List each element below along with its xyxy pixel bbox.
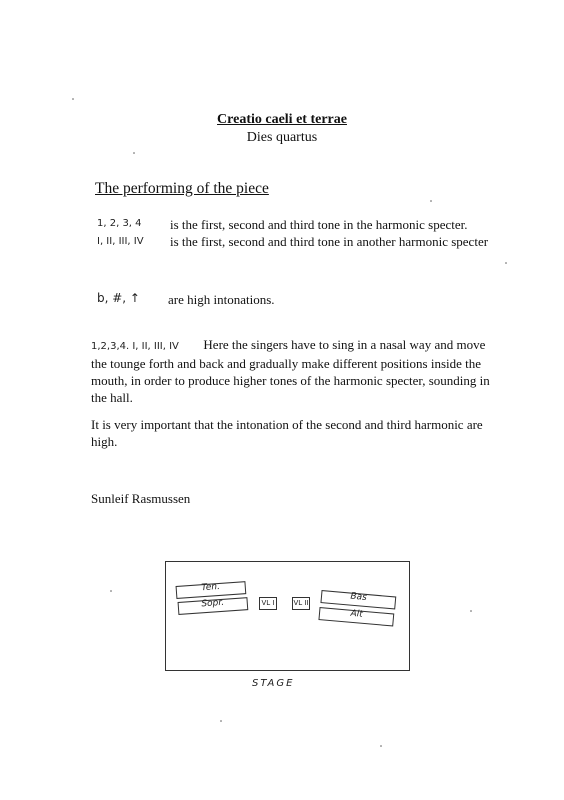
stage-diagram [165, 561, 410, 671]
scan-speck [72, 98, 74, 100]
tenor-label: Ten. [201, 581, 221, 594]
nasal-text: Here the singers have to sing in a nasal way and move the tounge forth and back and gradually make different positions inside the mouth, in order to produce higher tones of the harmonic specter, sounding in the hall. [91, 337, 490, 405]
note-paragraph: It is very important that the intonation of the second and third harmonic are high. [91, 417, 483, 449]
scan-speck [380, 745, 382, 747]
stage-label: STAGE [252, 678, 295, 689]
legend-symbols-roman: I, II, III, IV [97, 236, 144, 247]
bass-label: Bas [349, 591, 368, 603]
scan-speck [220, 720, 222, 722]
scan-speck [133, 152, 135, 154]
scan-speck [470, 610, 472, 612]
violin-2-box: VL II [292, 597, 310, 610]
scan-speck [110, 590, 112, 592]
scan-speck [430, 200, 432, 202]
violin-1-box: VL I [259, 597, 277, 610]
legend-text-arabic: is the first, second and third tone in the harmonic specter. [170, 217, 468, 232]
document-title: Creatio caeli et terrae [217, 112, 347, 127]
legend-text-roman: is the first, second and third tone in another harmonic specter [170, 234, 489, 249]
section-heading: The performing of the piece [95, 180, 269, 197]
intonation-text: are high intonations. [168, 292, 275, 307]
alto-label: Alt [350, 608, 364, 620]
scan-speck [505, 262, 507, 264]
soprano-label: Sopr. [201, 597, 225, 610]
nasal-paragraph [91, 336, 491, 406]
alto-box [318, 607, 394, 626]
document-subtitle: Dies quartus [246, 130, 318, 145]
signature: Sunleif Rasmussen [91, 491, 191, 506]
intonation-symbols: b, #, ↑ [97, 291, 140, 305]
nasal-symbols: 1,2,3,4. I, II, III, IV [91, 341, 179, 352]
soprano-box [178, 597, 249, 615]
legend-symbols-arabic: 1, 2, 3, 4 [97, 218, 142, 229]
